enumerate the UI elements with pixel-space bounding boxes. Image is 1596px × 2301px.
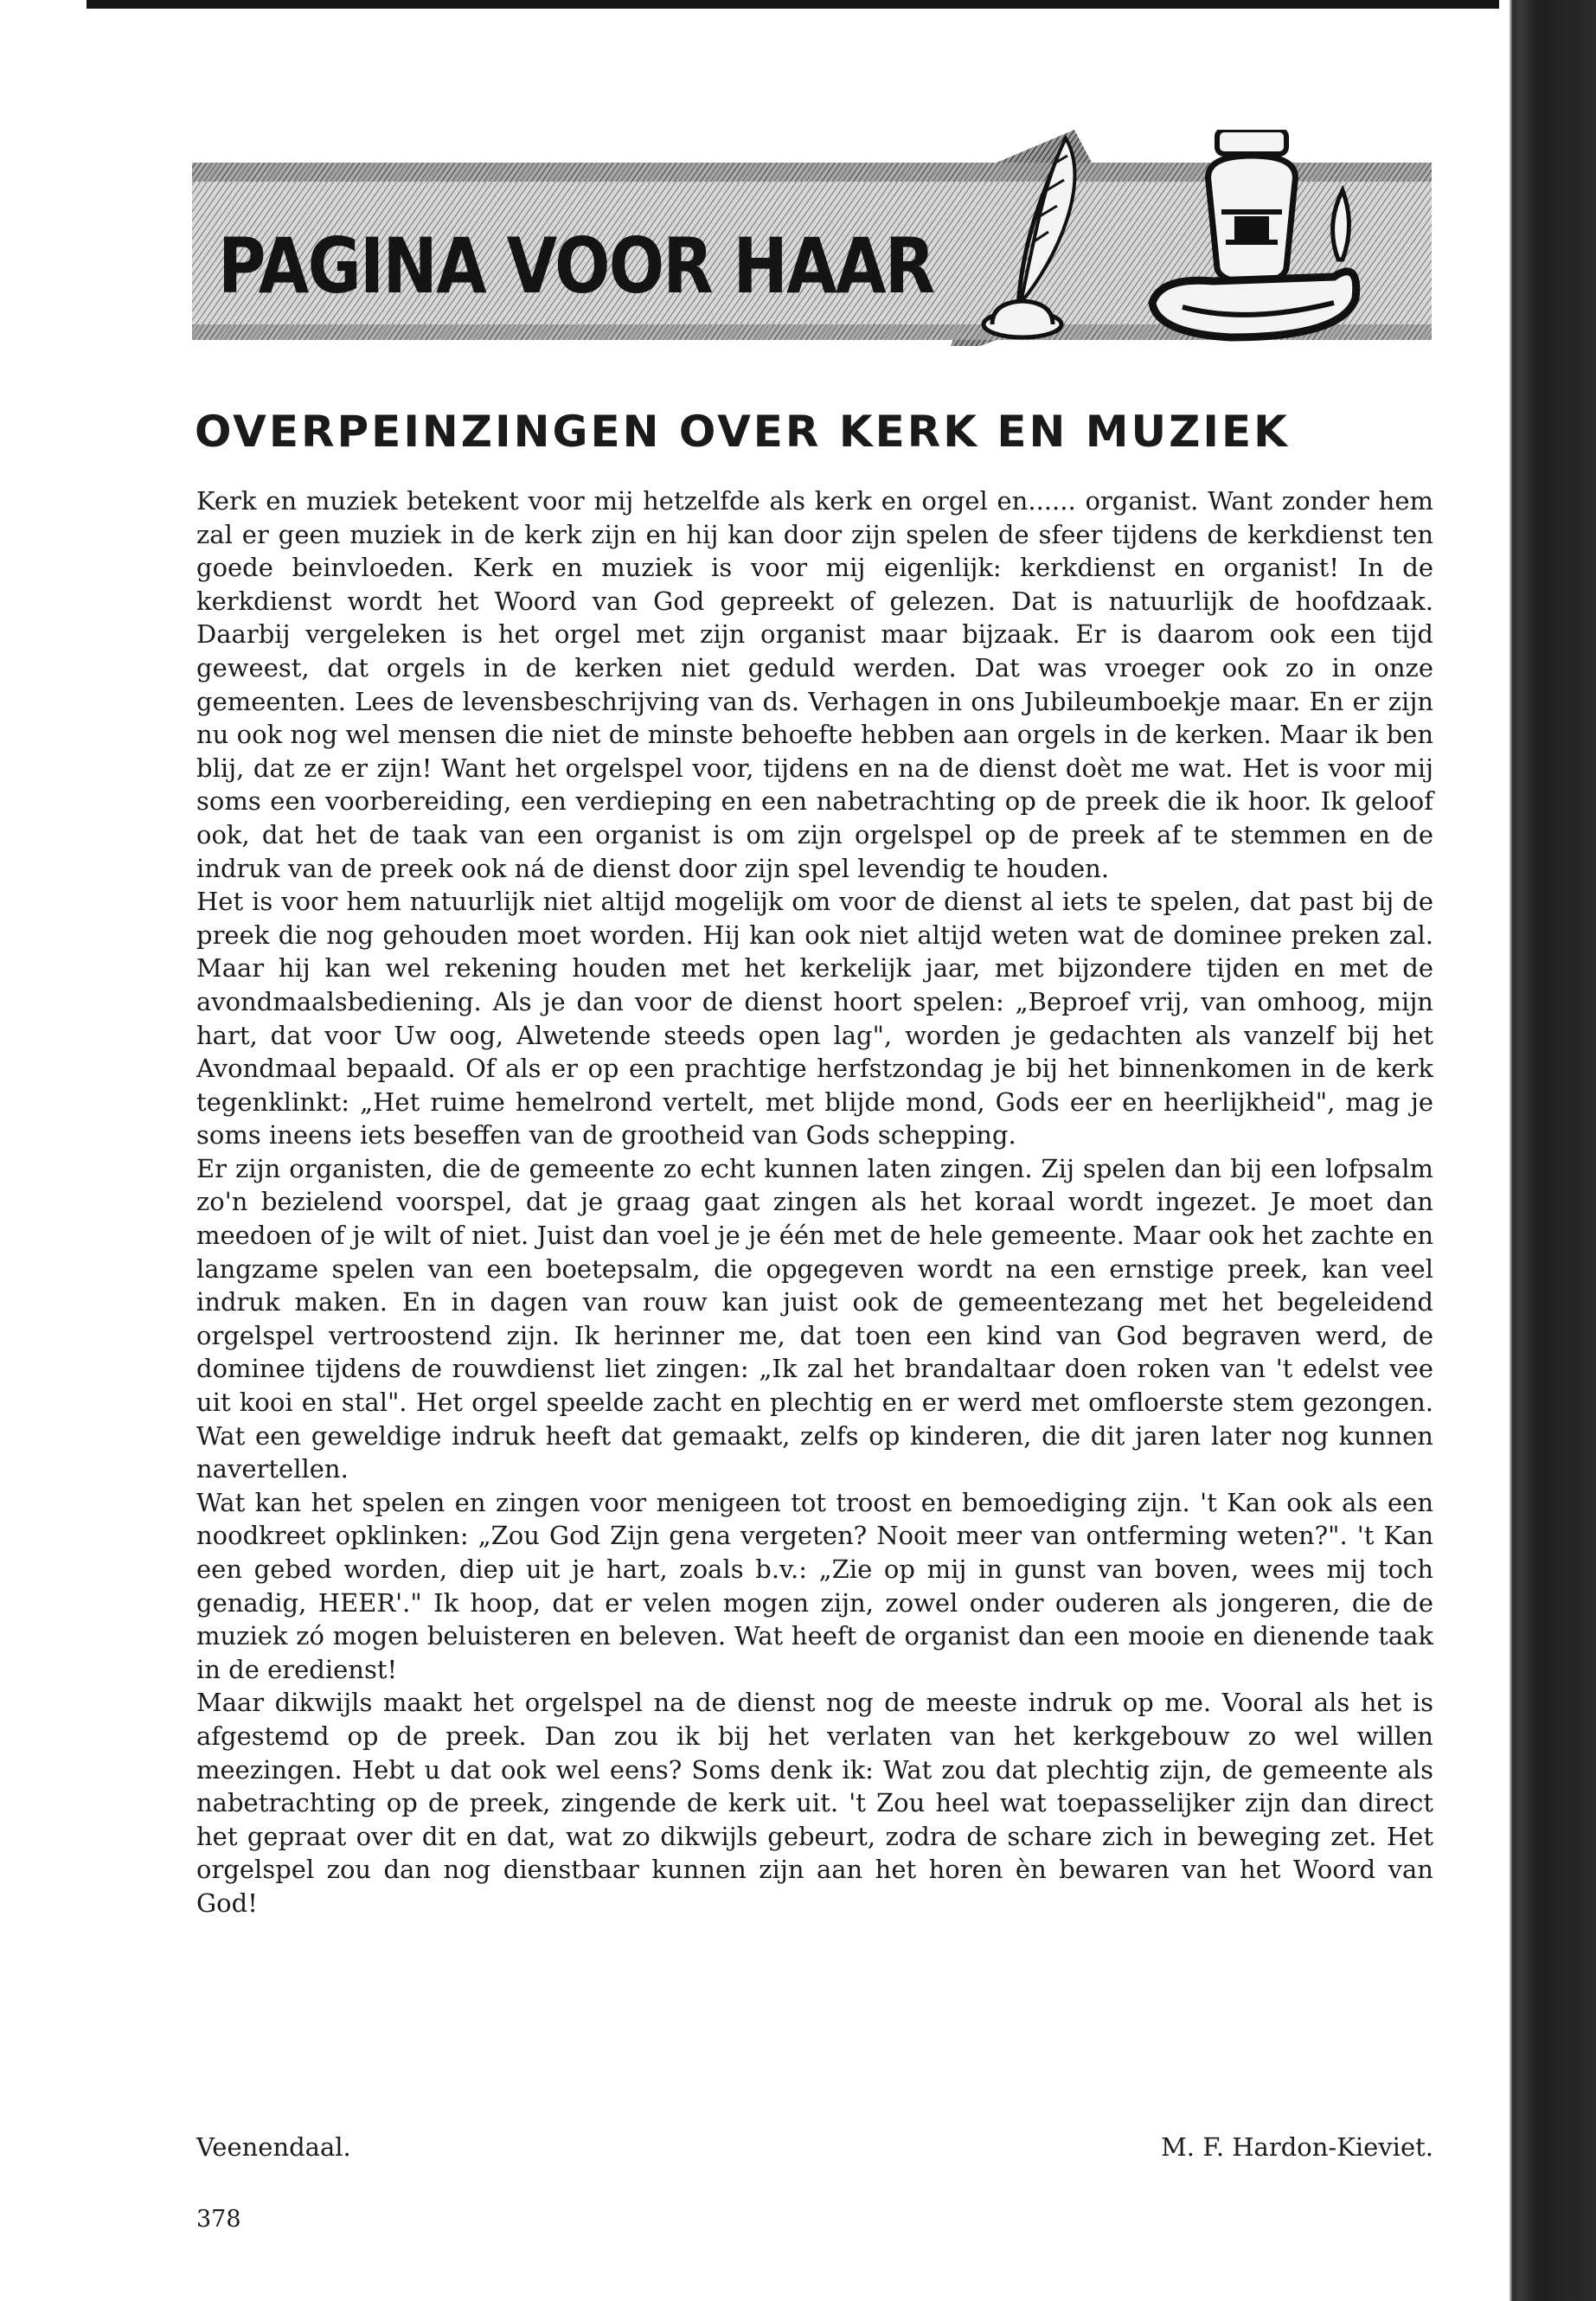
page-edge-shadow [1499,0,1596,2301]
paragraph: Er zijn organisten, die de gemeente zo echt kunnen laten zingen. Zij spelen dan bij een lofpsalm zo'n bezielend voorspel, dat je graag gaat zingen als het koraal wordt ingezet. Je moet dan meedoen of je wilt of niet. Juist dan voel je je één met de hele gemeente. Maar ook het zachte en langzame spelen van een boetepsalm, die opgegeven wordt na een ernstige preek, kan veel indruk maken. En in dagen van rouw kan juist ook de gemeentezang met het begeleidend orgelspel vertroostend zijn. Ik herinner me, dat toen een kind van God begraven werd, de dominee tijdens de rouwdienst liet zingen: „Ik zal het brandaltaar doen roken van 't edelst vee uit kooi en stal". Het orgel speelde zacht en plechtig en er werd met omfloerste stem gezongen. Wat een geweldige indruk heeft dat gemaakt, zelfs op kinderen, die dit jaren later nog kunnen navertellen. [196,1153,1433,1484]
paragraph: Maar dikwijls maakt het orgelspel na de dienst nog de meeste indruk op me. Vooral als het is afgestemd op de preek. Dan zou ik bij het verlaten van het kerkgebouw zo wel willen meezingen. Hebt u dat ook wel eens? Soms denk ik: Wat zou dat plechtig zijn, de gemeente als nabetrachting op de preek, zingende de kerk uit. 't Zou heel wat toepasselijker zijn dan direct het gepraat over dit en dat, wat zo dikwijls gebeurt, zodra de schare zich in beweging zet. Het orgelspel zou dan nog dienstbaar kunnen zijn aan het horen èn bewaren van het Woord van God! [196,1688,1433,1918]
section-banner [192,130,1432,346]
paragraph: Kerk en muziek betekent voor mij hetzelfde als kerk en orgel en...... organist. Want zonder hem zal er geen muziek in de kerk zijn en hij kan door zijn spelen de sfeer tijdens de kerkdienst ten goede beinvloeden. Kerk en muziek is voor mij eigenlijk: kerkdienst en organist! In de kerkdienst wordt het Woord van God gepreekt of gelezen. Dat is natuurlijk de hoofdzaak. Daarbij vergeleken is het orgel met zijn organist maar bijzaak. Er is daarom ook een tijd geweest, dat orgels in de kerken niet geduld werden. Dat was vroeger ook zo in onze gemeenten. Lees de levensbeschrijving van ds. Verhagen in ons Jubileumboekje maar. En er zijn nu ook nog wel mensen die niet de minste behoefte hebben aan orgels in de kerken. Maar ik ben blij, dat ze er zijn! Want het orgelspel voor, tijdens en na de dienst doèt me wat. Het is voor mij soms een voorbereiding, een verdieping en een nabetrachting op de preek die ik hoor. Ik geloof ook, dat het de taak van een organist is om zijn orgelspel op de preek af te stemmen en de indruk van de preek ook ná de dienst door zijn spel levendig te houden. [196,486,1433,883]
place: Veenendaal. [196,2132,351,2162]
signature-line [196,2132,1433,2162]
top-border-rule [87,0,1596,9]
author: M. F. Hardon-Kieviet. [1161,2132,1433,2162]
page-number: 378 [196,2206,241,2233]
article-title: OVERPEINZINGEN OVER KERK EN MUZIEK [195,407,1290,457]
vase-icon [1208,130,1296,284]
section-title: PAGINA VOOR HAAR [218,221,934,311]
paragraph: Wat kan het spelen en zingen voor menigeen tot troost en bemoediging zijn. 't Kan ook als een noodkreet opklinken: „Zou God Zijn gena vergeten? Nooit meer van ontferming weten?". 't Kan een gebed worden, diep uit je hart, zoals b.v.: „Zie op mij in gunst van boven, wees mij toch genadig, HEER'." Ik hoop, dat er velen mogen zijn, zowel onder ouderen als jongeren, die de muziek zó mogen beluisteren en beleven. Wat heeft de organist dan een mooie en dienende taak in de eredienst! [196,1487,1433,1684]
article-body [196,484,1433,1920]
paragraph: Het is voor hem natuurlijk niet altijd mogelijk om voor de dienst al iets te spelen, dat past bij de preek die nog gehouden moet worden. Hij kan ook niet altijd weten wat de dominee preken zal. Maar hij kan wel rekening houden met het kerkelijk jaar, met bijzondere tijden en met de avondmaalsbediening. Als je dan voor de dienst hoort spelen: „Beproef vrij, van omhoog, mijn hart, dat voor Uw oog, Alwetende steeds open lag", worden je gedachten als vanzelf bij het Avondmaal bepaald. Of als er op een prachtige herfstzondag je bij het binnenkomen in de kerk tegenklinkt: „Het ruime hemelrond vertelt, met blijde mond, Gods eer en heerlijkheid", mag je soms ineens iets beseffen van de grootheid van Gods schepping. [196,887,1433,1150]
